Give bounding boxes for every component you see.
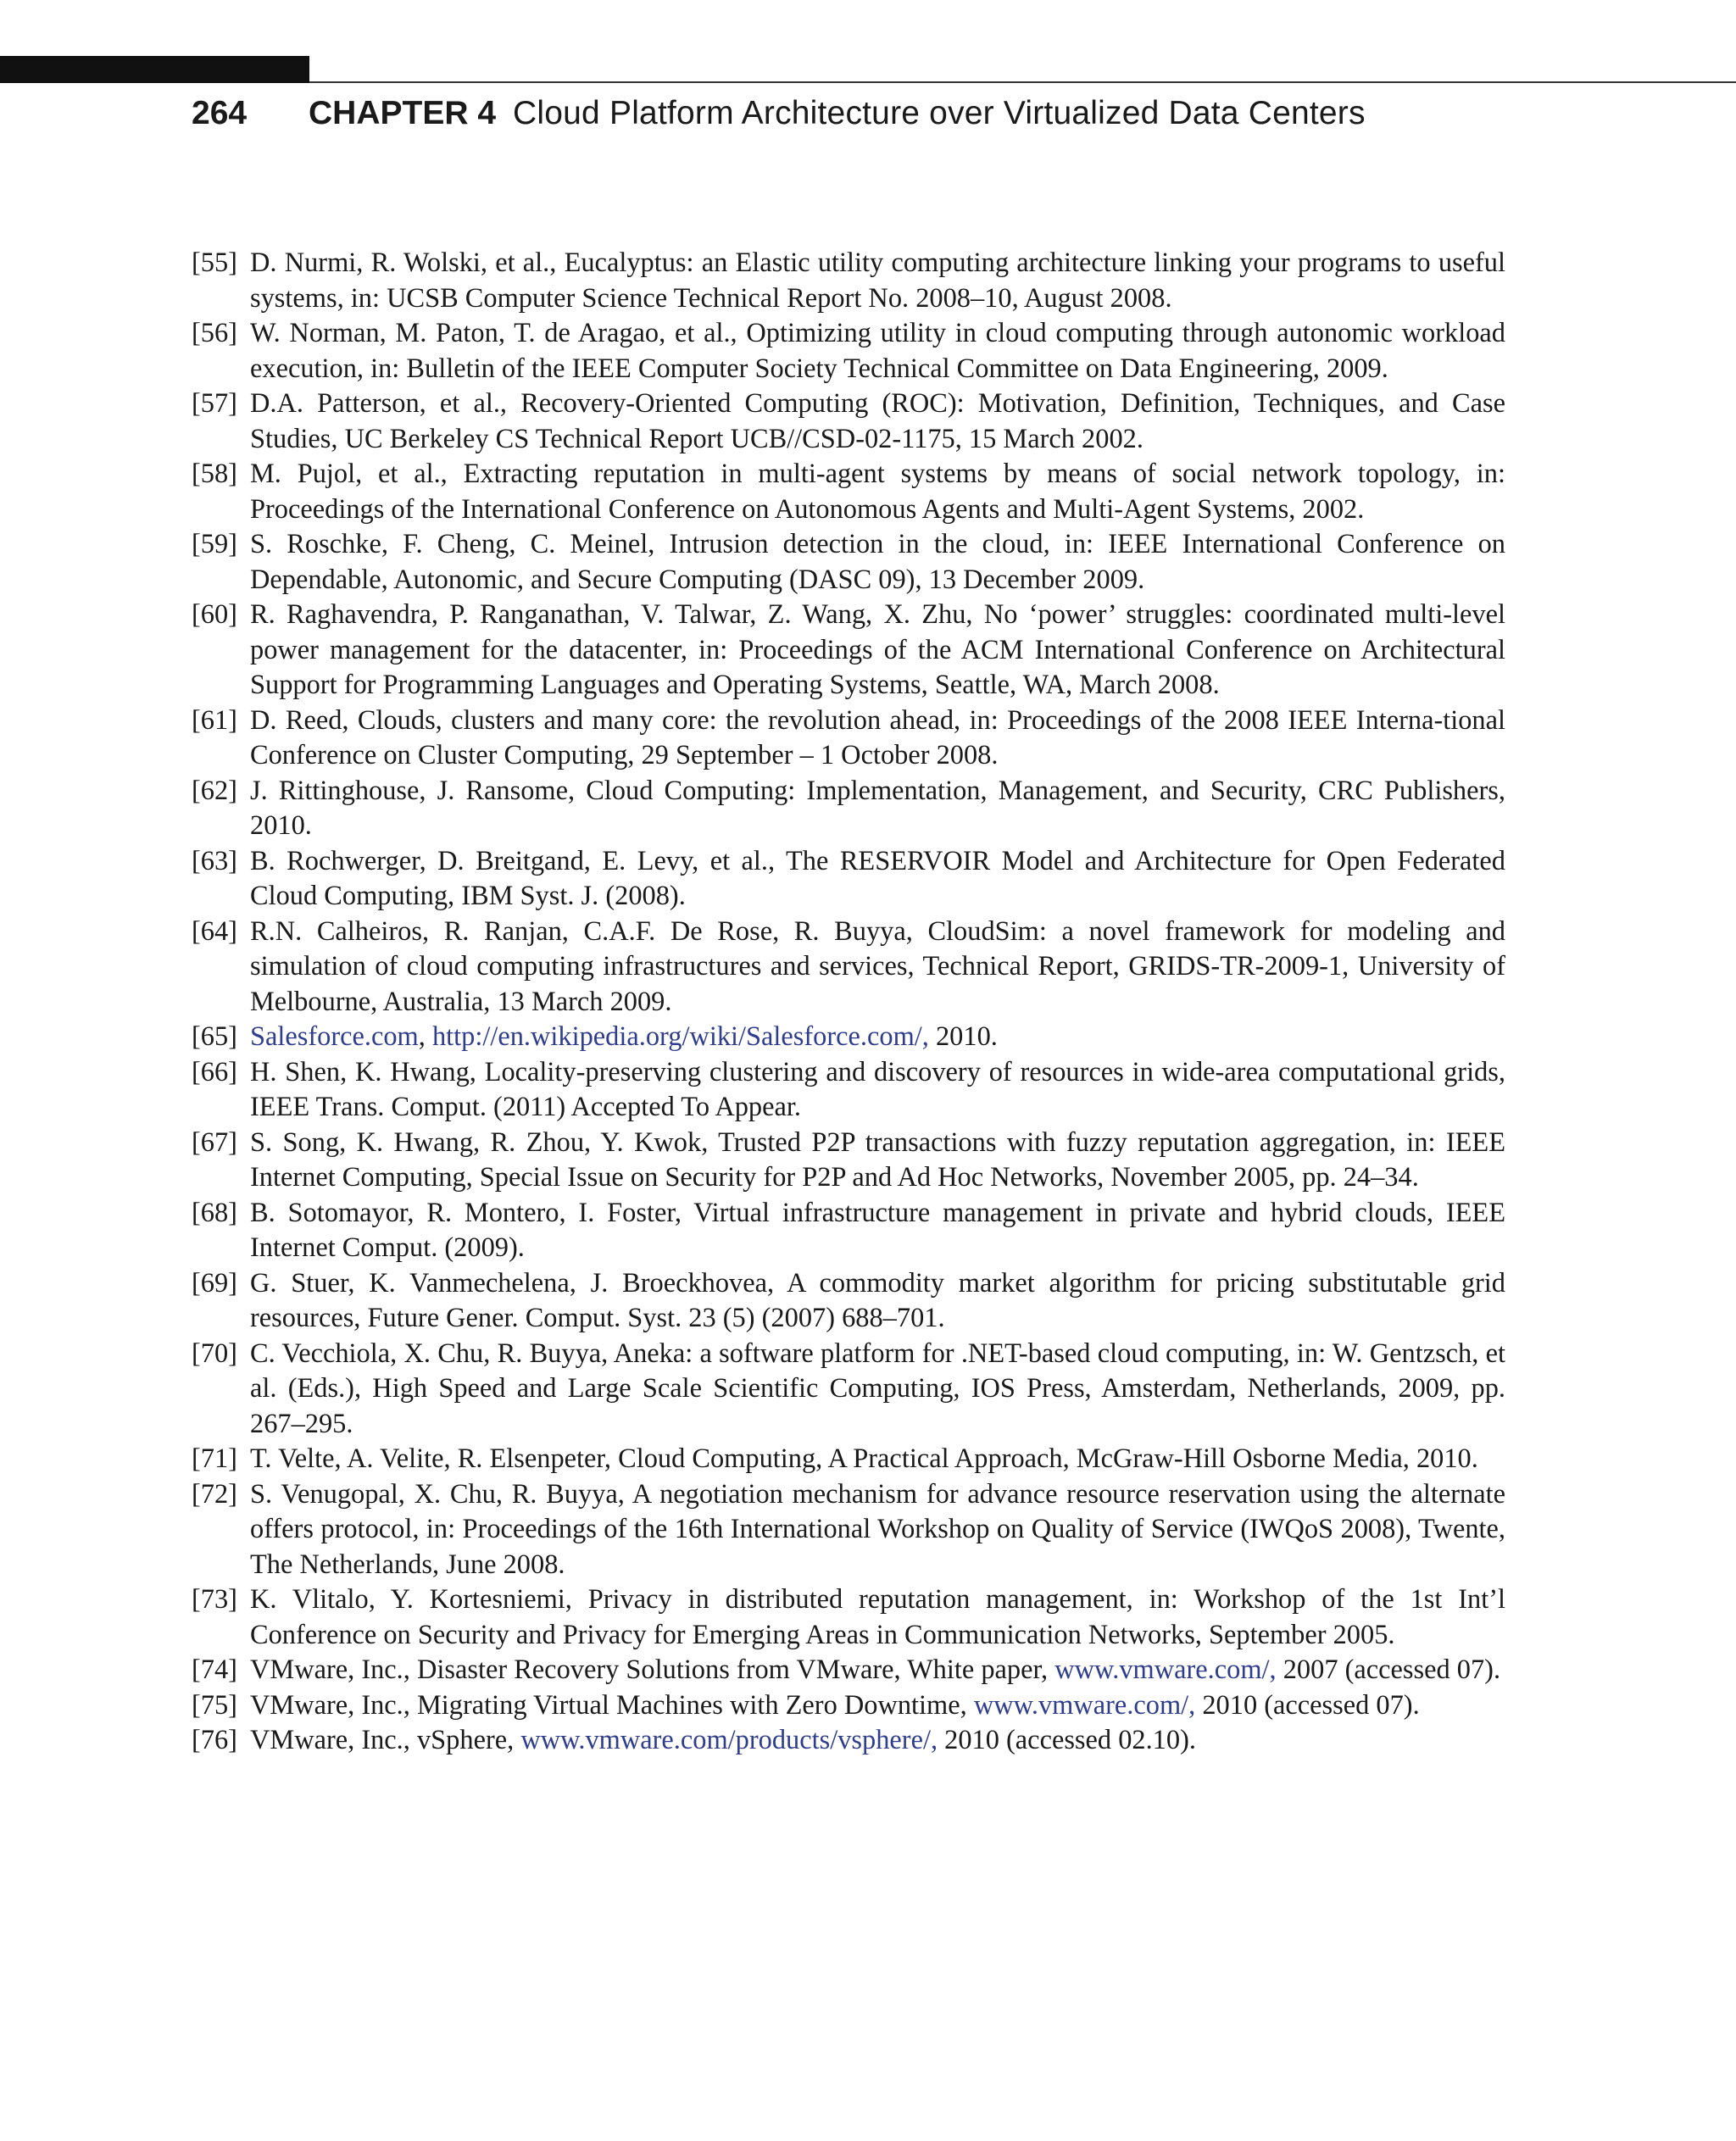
reference-item: [192, 1582, 1505, 1653]
reference-text: S. Venugopal, X. Chu, R. Buyya, A negotiation mechanism for advance resource reservation using the alternate offers protocol, in: Proceedings of the 16th International Workshop on Quality of Service (IWQoS 2008), Twente, The Netherlands, June 2008.: [250, 1478, 1505, 1580]
reference-link[interactable]: www.vmware.com/,: [973, 1689, 1196, 1721]
reference-text: C. Vecchiola, X. Chu, R. Buyya, Aneka: a software platform for .NET-based cloud computing, in: W. Gentzsch, et al. (Eds.), High Speed and Large Scale Scientific Computing, IOS Press, Amsterdam, Netherlands, 2009, pp. 267–295.: [250, 1337, 1505, 1439]
reference-item: [192, 1653, 1505, 1688]
reference-link[interactable]: www.vmware.com/,: [1054, 1654, 1277, 1685]
reference-number: [68]: [192, 1197, 237, 1228]
reference-text: S. Song, K. Hwang, R. Zhou, Y. Kwok, Trusted P2P transactions with fuzzy reputation aggregation, in: IEEE Internet Computing, Special Issue on Security for P2P and Ad Hoc Networks, November 2005, pp. 24–34.: [250, 1126, 1505, 1193]
reference-number: [69]: [192, 1267, 237, 1299]
reference-item: [192, 1688, 1505, 1724]
reference-item: [192, 844, 1505, 915]
header-rule: [309, 81, 1736, 83]
reference-list: [192, 246, 1505, 1759]
reference-item: [192, 1196, 1505, 1266]
reference-number: [76]: [192, 1725, 237, 1755]
reference-number: [67]: [192, 1126, 237, 1158]
running-head: [192, 95, 1366, 142]
reference-text: B. Sotomayor, R. Montero, I. Foster, Virtual infrastructure management in private and hybrid clouds, IEEE Internet Comput. (2009).: [250, 1197, 1505, 1263]
reference-text: 2007 (accessed 07).: [1276, 1654, 1501, 1685]
reference-text: D. Nurmi, R. Wolski, et al., Eucalyptus: an Elastic utility computing architecture linking your programs to useful systems, in: UCSB Computer Science Technical Report No. 2008–10, August 2008.: [250, 247, 1505, 314]
reference-number: [65]: [192, 1021, 237, 1052]
reference-link[interactable]: www.vmware.com/products/vsphere/,: [520, 1725, 938, 1755]
reference-text: H. Shen, K. Hwang, Locality-preserving clustering and discovery of resources in wide-area computational grids, IEEE Trans. Comput. (2011) Accepted To Appear.: [250, 1056, 1505, 1122]
reference-text: 2010 (accessed 07).: [1195, 1689, 1420, 1721]
reference-number: [66]: [192, 1056, 237, 1087]
reference-number: [75]: [192, 1689, 237, 1721]
reference-number: [57]: [192, 388, 237, 419]
reference-item: [192, 1266, 1505, 1337]
reference-link[interactable]: Salesforce.com: [250, 1021, 419, 1052]
reference-text: R. Raghavendra, P. Ranganathan, V. Talwar, Z. Wang, X. Zhu, No ‘power’ struggles: coordinated multi-level power management for the datacenter, in: Proceedings of the ACM International Conference on Architectural Support for Programming Languages and Operating Systems, Seattle, WA, March 2008.: [250, 599, 1505, 700]
reference-text: VMware, Inc., Disaster Recovery Solutions from VMware, White paper,: [250, 1654, 1055, 1685]
reference-text: S. Roschke, F. Cheng, C. Meinel, Intrusion detection in the cloud, in: IEEE International Conference on Dependable, Autonomic, and Secure Computing (DASC 09), 13 December 2009.: [250, 529, 1505, 595]
reference-item: [192, 1477, 1505, 1583]
reference-text: VMware, Inc., Migrating Virtual Machines with Zero Downtime,: [250, 1689, 974, 1721]
reference-item: [192, 598, 1505, 703]
reference-text: W. Norman, M. Paton, T. de Aragao, et al., Optimizing utility in cloud computing through autonomic workload execution, in: Bulletin of the IEEE Computer Society Technical Committee on Data Engineering, 2009.: [250, 318, 1505, 384]
reference-number: [60]: [192, 599, 237, 630]
reference-text: T. Velte, A. Velite, R. Elsenpeter, Cloud Computing, A Practical Approach, McGraw-Hill Osborne Media, 2010.: [250, 1443, 1478, 1474]
reference-item: [192, 774, 1505, 844]
reference-number: [73]: [192, 1584, 237, 1615]
reference-item: [192, 1723, 1505, 1759]
reference-item: [192, 703, 1505, 774]
reference-text: ,: [418, 1021, 432, 1052]
reference-text: 2010.: [928, 1021, 998, 1052]
reference-item: [192, 527, 1505, 598]
reference-text: K. Vlitalo, Y. Kortesniemi, Privacy in distributed reputation management, in: Workshop of the 1st Int’l Conference on Security and Privacy for Emerging Areas in Communication Networks, September 2005.: [250, 1584, 1505, 1650]
reference-number: [58]: [192, 459, 237, 489]
reference-link[interactable]: http://en.wikipedia.org/wiki/Salesforce.com/,: [431, 1021, 929, 1052]
reference-item: [192, 1442, 1505, 1477]
reference-item: [192, 457, 1505, 527]
reference-item: [192, 316, 1505, 386]
reference-item: [192, 1055, 1505, 1126]
reference-item: [192, 1337, 1505, 1443]
reference-number: [72]: [192, 1478, 237, 1510]
reference-item: [192, 1126, 1505, 1196]
reference-text: VMware, Inc., vSphere,: [250, 1725, 521, 1755]
reference-number: [63]: [192, 845, 237, 876]
reference-item: [192, 246, 1505, 316]
chapter-title: Cloud Platform Architecture over Virtualized Data Centers: [513, 95, 1366, 131]
reference-text: D. Reed, Clouds, clusters and many core: the revolution ahead, in: Proceedings of the 2008 IEEE Interna-tional Conference on Cluster Computing, 29 September – 1 October 2008.: [250, 704, 1505, 770]
header-bar-block: [0, 56, 309, 83]
reference-text: 2010 (accessed 02.10).: [938, 1725, 1196, 1755]
page-number: 264: [192, 95, 248, 131]
reference-number: [62]: [192, 775, 237, 806]
chapter-label: CHAPTER 4: [309, 95, 497, 131]
reference-number: [74]: [192, 1654, 237, 1685]
reference-number: [55]: [192, 247, 237, 278]
reference-item: [192, 1020, 1505, 1055]
reference-text: D.A. Patterson, et al., Recovery-Oriented Computing (ROC): Motivation, Definition, Techniques, and Case Studies, UC Berkeley CS Technical Report UCB//CSD-02-1175, 15 March 2002.: [250, 388, 1505, 454]
reference-text: J. Rittinghouse, J. Ransome, Cloud Computing: Implementation, Management, and Security, CRC Publishers, 2010.: [250, 775, 1505, 841]
reference-text: M. Pujol, et al., Extracting reputation in multi-agent systems by means of social network topology, in: Proceedings of the International Conference on Autonomous Agents and Multi-Agent Systems, 2002.: [250, 459, 1505, 525]
reference-text: G. Stuer, K. Vanmechelena, J. Broeckhovea, A commodity market algorithm for pricing substitutable grid resources, Future Gener. Comput. Syst. 23 (5) (2007) 688–701.: [250, 1267, 1505, 1333]
reference-number: [71]: [192, 1443, 237, 1474]
reference-text: R.N. Calheiros, R. Ranjan, C.A.F. De Rose, R. Buyya, CloudSim: a novel framework for modeling and simulation of cloud computing infrastructures and services, Technical Report, GRIDS-TR-2009-1, University of Melbourne, Australia, 13 March 2009.: [250, 915, 1505, 1017]
reference-item: [192, 915, 1505, 1020]
reference-number: [56]: [192, 318, 237, 348]
reference-number: [64]: [192, 915, 237, 947]
reference-number: [70]: [192, 1337, 237, 1369]
reference-text: B. Rochwerger, D. Breitgand, E. Levy, et al., The RESERVOIR Model and Architecture for Open Federated Cloud Computing, IBM Syst. J. (2008).: [250, 845, 1505, 911]
reference-number: [59]: [192, 529, 237, 559]
reference-number: [61]: [192, 704, 237, 736]
reference-item: [192, 386, 1505, 457]
